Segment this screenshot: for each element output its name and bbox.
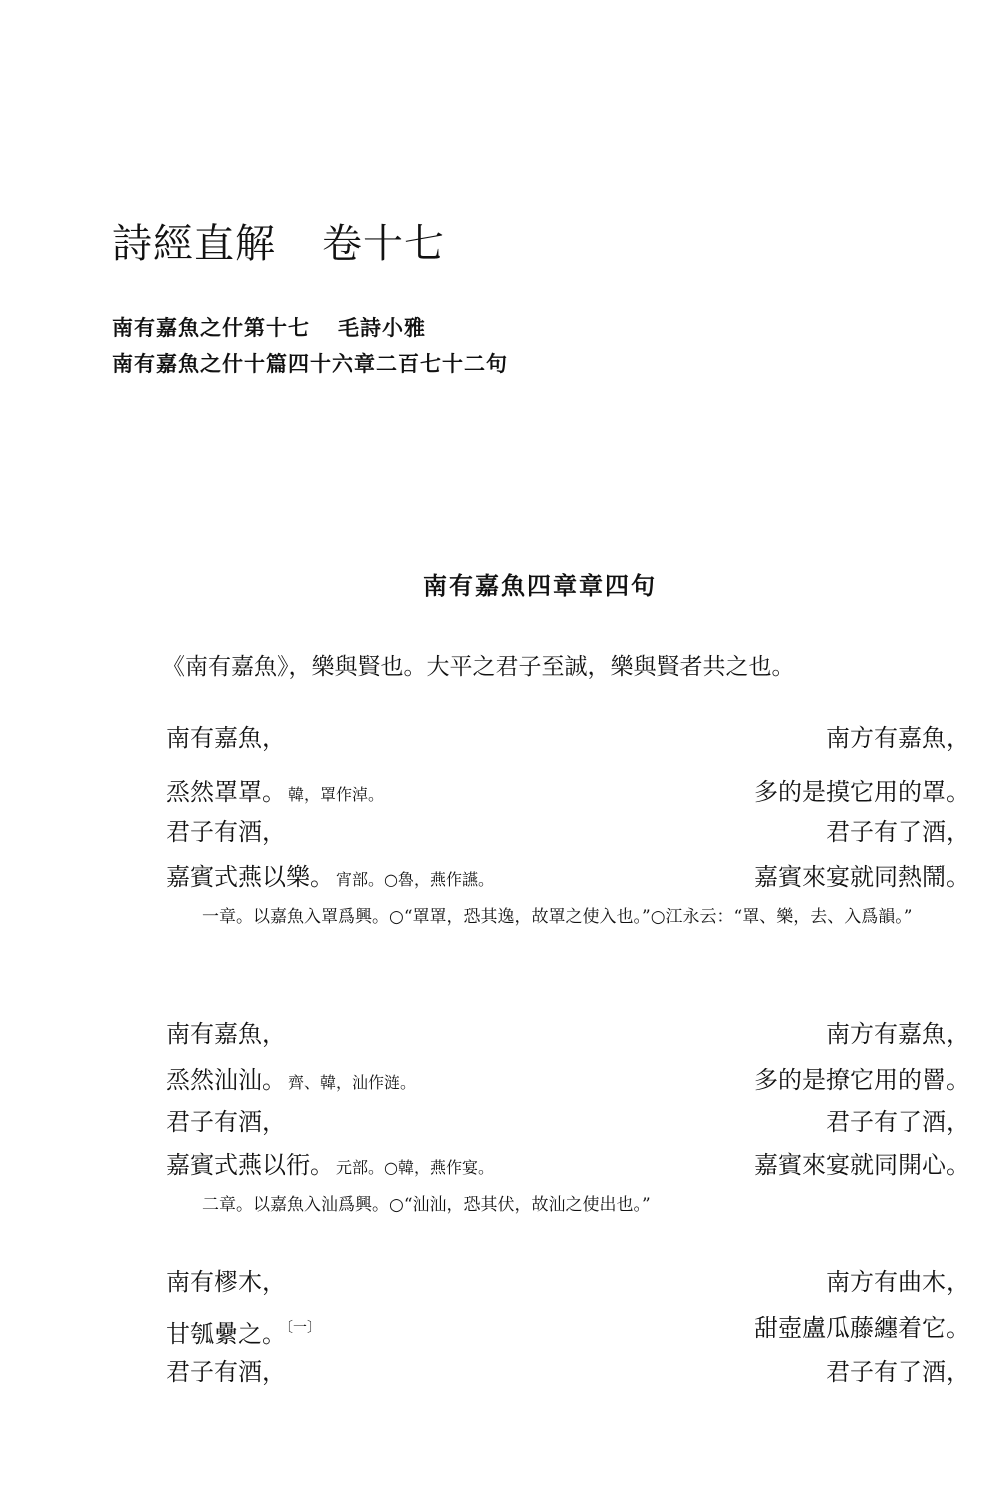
original-line: 南有嘉魚，: [166, 1020, 286, 1048]
poem-title: 南有嘉魚四章章四句: [423, 572, 657, 600]
section-category: 毛詩小雅: [338, 316, 426, 340]
poem-preface: 《南有嘉魚》，樂與賢也。大平之君子至誠，樂與賢者共之也。: [162, 654, 795, 680]
translation-line: 多的是摸它用的罩。: [754, 778, 970, 806]
section-name: 南有嘉魚之什第十七: [112, 316, 310, 340]
translation-line: 嘉賓來宴就同熱鬧。: [754, 863, 970, 891]
inline-note: 元部。○韓，燕作宴。: [336, 1158, 494, 1177]
section-summary: 南有嘉魚之什十篇四十六章二百七十二句: [112, 352, 508, 376]
translation-line: 多的是撩它用的罾。: [754, 1066, 970, 1094]
translation-line: 南方有曲木，: [826, 1268, 970, 1296]
stanza-commentary: 二章。以嘉魚入汕爲興。○“汕汕，恐其伏，故汕之使出也。”: [202, 1195, 651, 1215]
original-line: 南有樛木，: [166, 1268, 286, 1296]
verse-line: [166, 812, 970, 852]
original-line: 君子有酒，: [166, 1358, 286, 1386]
verse-line: [166, 1352, 970, 1392]
translation-line: 君子有了酒，: [826, 1358, 970, 1386]
original-line: 甘瓠纍之。$^{〔一〕}$: [166, 1320, 321, 1348]
verse-line: [166, 857, 970, 897]
translation-line: 南方有嘉魚，: [826, 724, 970, 752]
translation-line: 君子有了酒，: [826, 1108, 970, 1136]
verse-line: [166, 1262, 970, 1302]
original-line: 烝然罩罩。 韓，罩作淖。: [166, 778, 385, 806]
inline-note: 宵部。○魯，燕作讌。: [336, 870, 494, 889]
original-line: 南有嘉魚，: [166, 724, 286, 752]
verse-line: [166, 1308, 970, 1348]
original-line: 君子有酒，: [166, 818, 286, 846]
section-heading: [112, 312, 426, 342]
stanza-commentary: 一章。以嘉魚入罩爲興。○“罩罩，恐其逸，故罩之使入也。”○江永云：“罩、樂，去、入爲韻。”: [202, 907, 913, 927]
book-name: 詩經直解: [112, 221, 276, 267]
volume-label: 卷十七: [322, 221, 445, 267]
verse-line: [166, 1102, 970, 1142]
verse-line: [166, 1014, 970, 1054]
original-line: 嘉賓式燕以樂。 宵部。○魯，燕作讌。: [166, 863, 494, 891]
translation-line: 甜壺盧瓜藤纏着它。: [754, 1314, 970, 1342]
verse-line: [166, 718, 970, 758]
translation-line: 嘉賓來宴就同開心。: [754, 1151, 970, 1179]
footnote-marker[interactable]: 〔一〕: [286, 1320, 321, 1336]
original-line: 君子有酒，: [166, 1108, 286, 1136]
translation-line: 君子有了酒，: [826, 818, 970, 846]
translation-line: 南方有嘉魚，: [826, 1020, 970, 1048]
verse-line: [166, 1145, 970, 1185]
book-title: [112, 212, 445, 269]
original-line: 嘉賓式燕以衎。 元部。○韓，燕作宴。: [166, 1151, 494, 1179]
verse-line: [166, 1060, 970, 1100]
original-line: 烝然汕汕。 齊、韓，汕作涟。: [166, 1066, 417, 1094]
inline-note: 韓，罩作淖。: [288, 785, 385, 804]
verse-line: [166, 772, 970, 812]
inline-note: 齊、韓，汕作涟。: [288, 1073, 417, 1092]
